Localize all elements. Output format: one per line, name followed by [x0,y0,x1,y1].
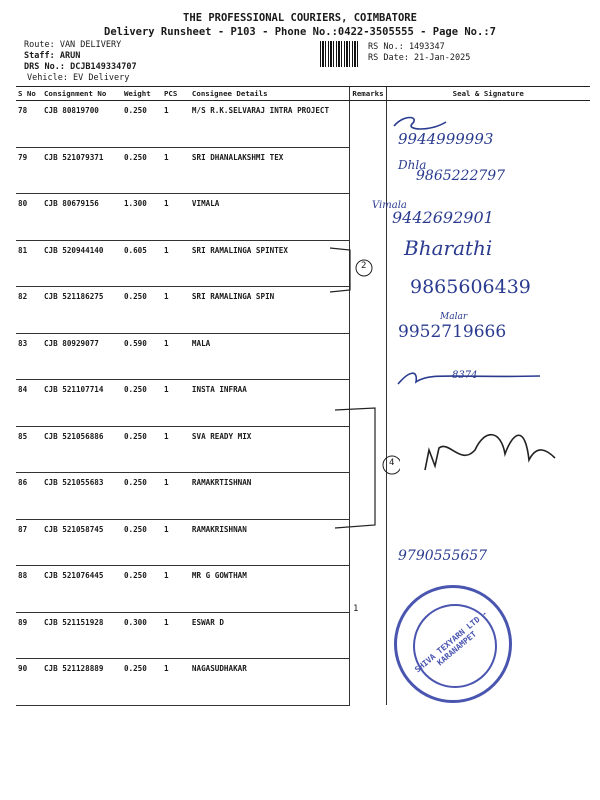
cell-pcs: 1 [162,612,190,659]
cell-sno: 80 [16,194,42,241]
cell-sno: 78 [16,101,42,148]
cell-consignee: M/S R.K.SELVARAJ INTRA PROJECT [190,101,350,148]
cell-consignee: INSTA INFRAA [190,380,350,427]
signature-89-phone: 9790555657 [398,548,488,564]
cell-sno: 81 [16,240,42,287]
cell-consignment: CJB 521186275 [42,287,122,334]
rs-date: RS Date: 21-Jan-2025 [368,53,471,63]
cell-pcs: 1 [162,240,190,287]
cell-consignee: MR G GOWTHAM [190,566,350,613]
col-pcs: PCS [162,87,190,101]
signature-83-name: Malar [440,312,468,322]
cell-weight: 0.590 [122,333,162,380]
company-title: THE PROFESSIONAL COURIERS, COIMBATORE [183,12,417,24]
signature-80-phone: 9442692901 [392,208,494,227]
remark-86-number: 4 [389,458,395,468]
cell-sno: 83 [16,333,42,380]
cell-sno: 82 [16,287,42,334]
cell-consignment: CJB 521151928 [42,612,122,659]
cell-weight: 0.250 [122,380,162,427]
cell-consignment: CJB 521128889 [42,659,122,706]
staff-label: Staff: [24,51,55,61]
cell-sno: 86 [16,473,42,520]
cell-sno: 79 [16,147,42,194]
rs-number: RS No.: 1493347 [368,42,445,52]
cell-weight: 0.250 [122,426,162,473]
cell-sno: 89 [16,612,42,659]
cell-consignment: CJB 80819700 [42,101,122,148]
route-label: Route: VAN DELIVERY [24,40,122,50]
cell-remarks [350,101,386,148]
cell-consignment: CJB 521058745 [42,519,122,566]
cell-weight: 0.250 [122,147,162,194]
cell-consignment: CJB 521076445 [42,566,122,613]
cell-sno: 88 [16,566,42,613]
cell-consignee: NAGASUDHAKAR [190,659,350,706]
cell-consignee: VIMALA [190,194,350,241]
cell-weight: 1.300 [122,194,162,241]
cell-weight: 0.250 [122,101,162,148]
cell-consignment: CJB 80679156 [42,194,122,241]
signature-79-name: Dhla [398,158,427,172]
cell-sno: 90 [16,659,42,706]
cell-weight: 0.250 [122,473,162,520]
cell-weight: 0.250 [122,519,162,566]
cell-consignment: CJB 521056886 [42,426,122,473]
cell-consignee: SRI RAMALINGA SPINTEX [190,240,350,287]
staff-line [24,51,80,61]
cell-weight: 0.250 [122,566,162,613]
table-row [16,194,590,241]
cell-weight: 0.250 [122,659,162,706]
cell-pcs: 1 [162,101,190,148]
cell-remarks [350,659,386,706]
company-seal-text: SHIVA TEXYARN LTD - KARANAMPET [413,608,490,675]
cell-pcs: 1 [162,566,190,613]
table-header-row [16,87,590,101]
cell-pcs: 1 [162,333,190,380]
cell-consignment: CJB 80929077 [42,333,122,380]
cell-consignee: RAMAKRISHNAN [190,519,350,566]
cell-consignee: RAMAKRTISHNAN [190,473,350,520]
signature-81-name: Bharathi [404,236,493,260]
table-row [16,101,590,148]
remark-90-number: 1 [353,604,359,614]
signature-78-phone: 9944999993 [398,130,494,148]
remark-82-number: 2 [361,261,367,271]
signature-84-phone: 8374 [452,370,478,381]
cell-consignee: SRI RAMALINGA SPIN [190,287,350,334]
col-consignment: Consignment No [42,87,122,101]
barcode-image [320,41,360,67]
col-sno: S No [16,87,42,101]
cell-consignment: CJB 521079371 [42,147,122,194]
signature-83-phone: 9952719666 [398,322,507,342]
cell-consignment: CJB 521107714 [42,380,122,427]
signature-80-name: Vimala [372,200,407,211]
staff-value: ARUN [59,51,81,61]
cell-remarks [350,147,386,194]
col-consignee: Consignee Details [190,87,350,101]
cell-weight: 0.300 [122,612,162,659]
runsheet-subtitle: Delivery Runsheet - P103 - Phone No.:0422-3505555 - Page No.:7 [104,26,496,38]
drs-line [24,62,137,72]
cell-consignee: MALA [190,333,350,380]
vehicle-label: Vehicle: EV Delivery [27,73,130,83]
cell-pcs: 1 [162,659,190,706]
table-row [16,566,590,613]
cell-pcs: 1 [162,147,190,194]
handwritten-marks [320,240,400,600]
col-weight: Weight [122,87,162,101]
cell-consignment: CJB 520944140 [42,240,122,287]
cell-weight: 0.250 [122,287,162,334]
signature-86-87-scribble [405,420,565,490]
cell-consignee: SRI DHANALAKSHMI TEX [190,147,350,194]
bracket-81-82 [330,248,350,292]
cell-sno: 87 [16,519,42,566]
company-seal [394,585,512,703]
col-remarks: Remarks [350,87,386,101]
bracket-85-88 [335,408,375,528]
drs-label: DRS No.: [24,62,65,72]
cell-pcs: 1 [162,287,190,334]
cell-pcs: 1 [162,426,190,473]
signature-79-phone: 9865222797 [416,168,506,184]
cell-pcs: 1 [162,519,190,566]
cell-pcs: 1 [162,473,190,520]
table-row [16,519,590,566]
cell-sno: 84 [16,380,42,427]
cell-consignee: ESWAR D [190,612,350,659]
drs-value: DCJB149334707 [70,62,137,72]
cell-consignment: CJB 521055683 [42,473,122,520]
signature-82-phone: 9865606439 [410,276,531,298]
cell-remarks [350,612,386,659]
cell-consignee: SVA READY MIX [190,426,350,473]
cell-pcs: 1 [162,194,190,241]
cell-pcs: 1 [162,380,190,427]
col-signature: Seal & Signature [386,87,590,101]
cell-sno: 85 [16,426,42,473]
cell-weight: 0.605 [122,240,162,287]
